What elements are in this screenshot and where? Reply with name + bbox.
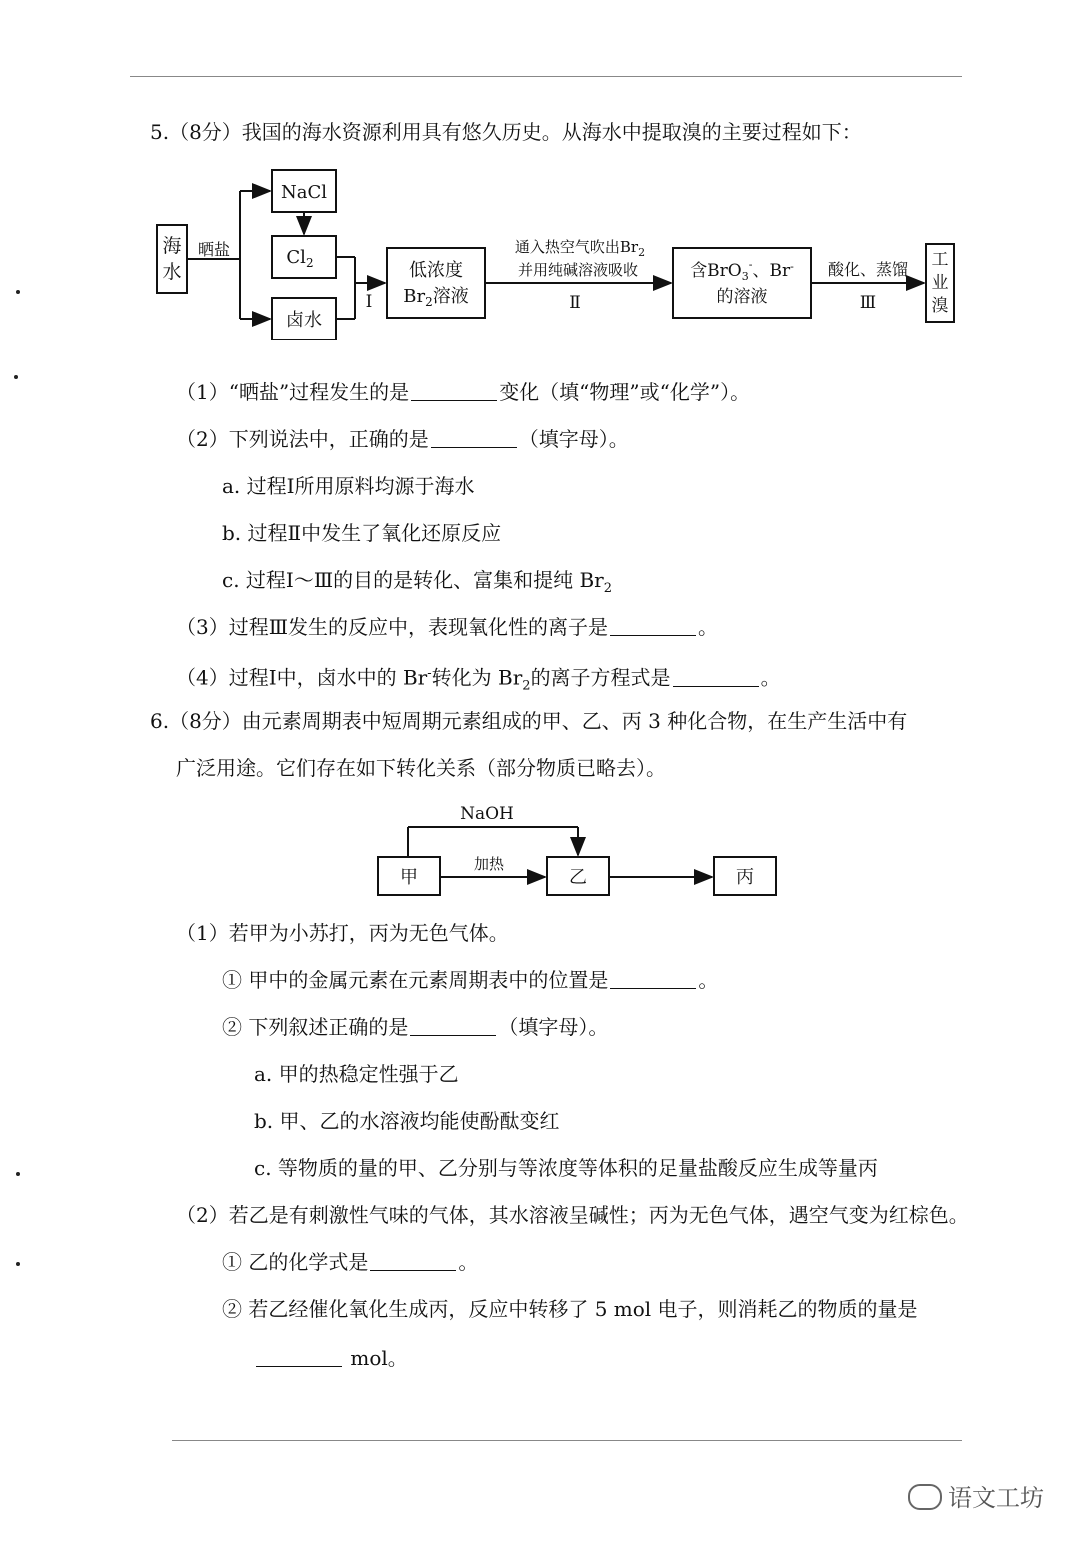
margin-dot xyxy=(14,375,18,379)
answer-blank[interactable] xyxy=(431,429,517,448)
q6-part1-sub1: ① 甲中的金属元素在元素周期表中的位置是 。 xyxy=(222,968,719,992)
seawater-char-2: 水 xyxy=(162,261,182,283)
contain-label-c: 的溶液 xyxy=(716,287,768,307)
q6-title-line1: 6.（8分）由元素周期表中短周期元素组成的甲、乙、丙 3 种化合物，在生产生活中有 xyxy=(150,709,908,733)
nacl-label: NaCl xyxy=(280,182,328,203)
q5-part4: （4）过程Ⅰ中，卤水中的 Br-转化为 $Br_2$的离子方程式是 。 xyxy=(176,665,781,694)
answer-blank[interactable] xyxy=(610,617,696,636)
q6-option-a: a. 甲的热稳定性强于乙 xyxy=(254,1062,459,1086)
brine-label: 卤水 xyxy=(286,310,322,331)
arrow3-top-label: 酸化、蒸馏 xyxy=(827,260,909,279)
contain-label-a: 含BrO$_3$-、Br- xyxy=(690,258,794,283)
q6-flow-diagram xyxy=(0,795,1080,905)
wechat-icon xyxy=(908,1484,942,1510)
q5-title: 5.（8分）我国的海水资源利用具有悠久历史。从海水中提取溴的主要过程如下： xyxy=(150,120,862,144)
q5-option-a: a. 过程Ⅰ所用原料均源于海水 xyxy=(222,474,475,498)
evap-label: 晒盐 xyxy=(197,240,231,259)
q6-part2-sub1: ① 乙的化学式是 。 xyxy=(222,1250,479,1274)
industrial-char-2: 业 xyxy=(931,273,949,293)
step2-label: Ⅱ xyxy=(569,293,581,313)
seawater-char-1: 海 xyxy=(162,235,182,257)
margin-dot xyxy=(16,290,20,294)
jia-label: 甲 xyxy=(400,867,418,888)
q6-part1-sub2: ② 下列叙述正确的是 （填字母）。 xyxy=(222,1015,609,1039)
contain-box xyxy=(673,248,811,318)
margin-dot xyxy=(16,1262,20,1266)
bing-label: 丙 xyxy=(736,867,754,888)
q5-option-c: c. 过程Ⅰ～Ⅲ的目的是转化、富集和提纯 $Br_2$ xyxy=(222,568,612,596)
step3-label: Ⅲ xyxy=(859,293,877,313)
heat-label: 加热 xyxy=(473,855,505,873)
q6-title-line2: 广泛用途。它们存在如下转化关系（部分物质已略去）。 xyxy=(176,756,666,780)
answer-blank[interactable] xyxy=(673,668,759,687)
q5-part1: （1）“晒盐”过程发生的是 变化（填“物理”或“化学”）。 xyxy=(176,380,751,404)
answer-blank[interactable] xyxy=(370,1252,456,1271)
bottom-rule xyxy=(172,1440,962,1441)
top-rule xyxy=(130,76,962,77)
q6-part2-sub2-tail: mol。 xyxy=(254,1344,408,1372)
yi-label: 乙 xyxy=(569,867,587,888)
cl2-label: $Cl_2$ xyxy=(286,247,314,270)
low-conc-label: 低浓度 xyxy=(409,260,463,281)
q6-part1: （1）若甲为小苏打，丙为无色气体。 xyxy=(176,921,509,945)
low-conc-box xyxy=(387,248,485,318)
answer-blank[interactable] xyxy=(256,1348,342,1367)
step1-label: Ⅰ xyxy=(365,292,373,312)
naoh-label: NaOH xyxy=(460,804,514,824)
industrial-char-1: 工 xyxy=(931,250,949,270)
q6-part2-sub2: ② 若乙经催化氧化生成丙，反应中转移了 5 mol 电子，则消耗乙的物质的量是 xyxy=(222,1297,918,1321)
margin-dot xyxy=(16,1172,20,1176)
q5-part3: （3）过程Ⅲ发生的反应中，表现氧化性的离子是 。 xyxy=(176,615,719,639)
q6-part2: （2）若乙是有刺激性气味的气体，其水溶液呈碱性；丙为无色气体，遇空气变为红棕色。 xyxy=(176,1203,969,1227)
answer-blank[interactable] xyxy=(410,1017,496,1036)
arrow2-top-label-a: 通入热空气吹出$Br_2$ xyxy=(514,238,646,259)
q5-flow-diagram xyxy=(0,160,1080,340)
arrow2-top-label-b: 并用纯碱溶液吸收 xyxy=(517,261,639,279)
q6-option-b: b. 甲、乙的水溶液均能使酚酞变红 xyxy=(254,1109,560,1133)
low-conc-br-label: $Br_2$溶液 xyxy=(403,286,469,309)
q5-option-b: b. 过程Ⅱ中发生了氧化还原反应 xyxy=(222,521,502,545)
q6-option-c: c. 等物质的量的甲、乙分别与等浓度等体积的足量盐酸反应生成等量丙 xyxy=(254,1156,878,1180)
answer-blank[interactable] xyxy=(411,382,497,401)
industrial-char-3: 溴 xyxy=(931,296,949,316)
watermark: 语文工坊 xyxy=(908,1478,1044,1513)
answer-blank[interactable] xyxy=(610,970,696,989)
q5-part2: （2）下列说法中，正确的是 （填字母）。 xyxy=(176,427,629,451)
